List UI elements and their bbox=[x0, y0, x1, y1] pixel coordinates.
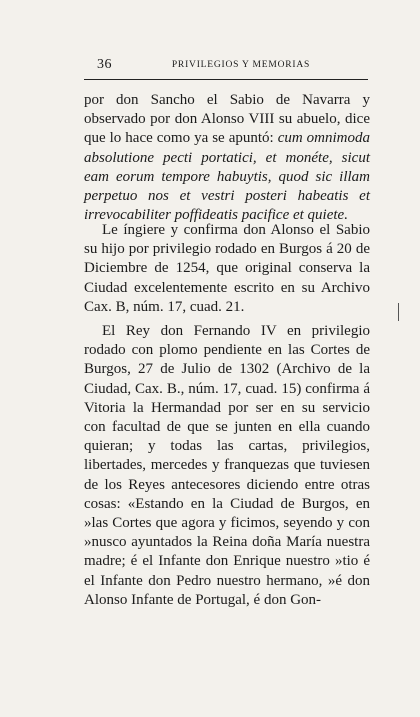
paragraph-text: por don Sancho el Sabio de Navarra y observado por don Alonso VIII su abuelo, dice que lo hace como ya se apuntó: bbox=[84, 92, 370, 147]
latin-quotation: cum omnimoda absolutione pecti portatici, et monéte, sicut eam eorum tempore habuytis, quod sic illam perpetuo nos et vestri posteri habeatis et irrevocabiliter poffideatis pacifice et quiete. bbox=[84, 130, 370, 224]
margin-mark bbox=[398, 303, 399, 321]
paragraph-continuation bbox=[84, 91, 370, 225]
paragraph-text: El Rey don Fernando IV en privilegio rodado con plomo pendiente en las Cortes de Burgos, 27 de Julio de 1302 (Archivo de la Ciudad, Cax. B., núm. 17, cuad. 15) confirma á Vitoria la Hermandad por ser en su servicio con facultad de que se junten en ella cuando quieran; y todas las cartas, privilegios, libertades, mercedes y franquezas que tuviesen de los Reyes antecesores diciendo entre otras cosas: «Estando en la Ciudad de Burgos, en »las Cortes que agora y ficimos, seyendo y con »nusco ayuntados la Reina doña María nuestra madre; é el Infante don Enrique nuestro »tio é el Infante don Pedro nuestro hermano, »é don Alonso Infante de Portugal, é don Gon- bbox=[84, 323, 370, 608]
paragraph-text: Le íngiere y confirma don Alonso el Sabio su hijo por privilegio rodado en Burgos á 20 de Diciembre de 1254, que original conserva la Ciudad excelentemente escrito en su Archivo Cax. B, núm. 17, cuad. 21. bbox=[84, 222, 370, 315]
page-header bbox=[84, 55, 368, 77]
page-number: 36 bbox=[97, 57, 112, 72]
paragraph-confirmation bbox=[84, 221, 370, 317]
paragraph-fernando bbox=[84, 322, 370, 610]
running-title: PRIVILEGIOS Y MEMORIAS bbox=[171, 60, 311, 70]
header-rule bbox=[84, 79, 368, 80]
